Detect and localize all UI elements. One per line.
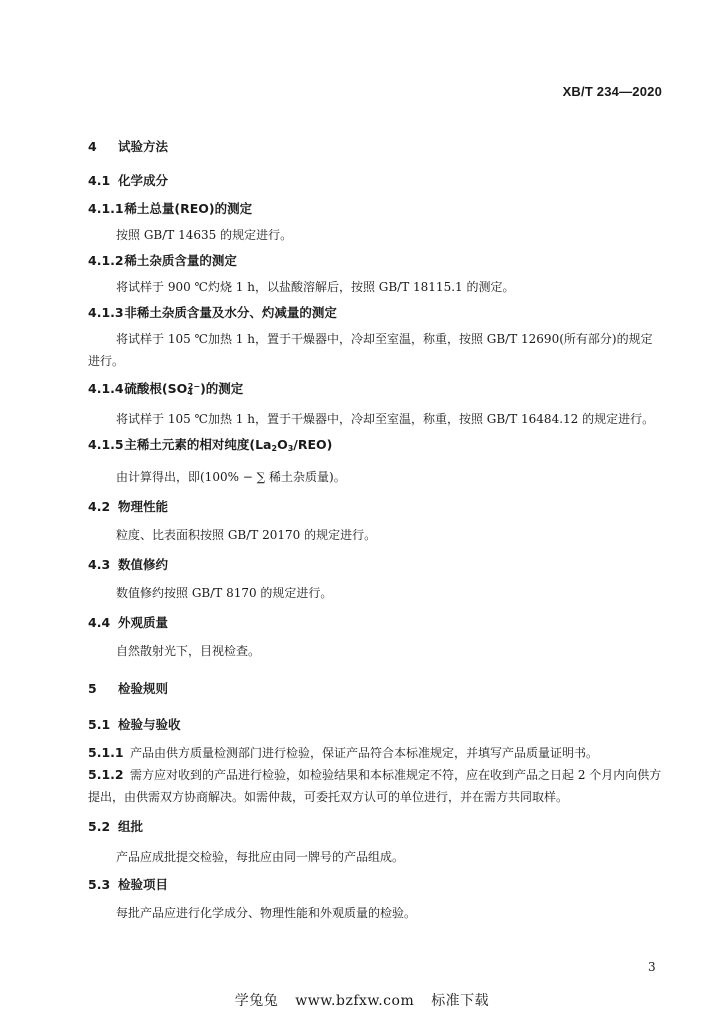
paragraph-4-1-1: 按照 GB/T 14635 的规定进行。 [116, 228, 293, 242]
heading-5-3: 5.3 检验项目 [88, 877, 169, 892]
heading-4: 4 试验方法 [88, 139, 169, 154]
heading-4-2: 4.2 物理性能 [88, 499, 169, 514]
heading-4-4: 4.4 外观质量 [88, 615, 169, 630]
heading-4-1-1: 4.1.1 稀土总量(REO)的测定 [88, 201, 253, 216]
heading-4-1-2: 4.1.2 稀土杂质含量的测定 [88, 253, 237, 268]
footer-tagline: 标准下载 [431, 993, 490, 1009]
paragraph-5-1-1: 5.1.1 产品由供方质量检测部门进行检验，保证产品符合本标准规定，并填写产品质量证明书。 [88, 745, 599, 760]
paragraph-4-1-4: 将试样于 105 ℃加热 1 h，置于干燥器中，冷却至室温，称重，按照 GB/T 16484.12 的规定进行。 [116, 412, 655, 426]
heading-4-1-3: 4.1.3 非稀土杂质含量及水分、灼减量的测定 [88, 305, 337, 320]
paragraph-4-3: 数值修约按照 GB/T 8170 的规定进行。 [116, 586, 333, 600]
heading-4-1-4: 4.1.4 硫酸根$(SO_4^{2-})$的测定 [88, 381, 244, 397]
footer-url[interactable]: www.bzfxw.com [295, 993, 415, 1009]
standard-code: XB/T 234—2020 [562, 84, 662, 99]
heading-4-1-5: 4.1.5 主稀土元素的相对纯度$(La_2O_3/REO)$ [88, 437, 333, 453]
paragraph-4-1-5: 由计算得出，即(100% − ∑ 稀土杂质量)。 [116, 470, 346, 484]
paragraph-4-2: 粒度、比表面积按照 GB/T 20170 的规定进行。 [116, 528, 377, 542]
heading-5: 5 检验规则 [88, 681, 169, 696]
page-number: 3 [648, 960, 656, 974]
paragraph-5-1-2: 5.1.2 需方应对收到的产品进行检验，如检验结果和本标准规定不符，应在收到产品之日起 2 个月内向供方提出，由供需双方协商解决。如需仲裁，可委托双方认可的单位进行，并在需方共同取样。 [88, 767, 662, 804]
heading-4-3: 4.3 数值修约 [88, 557, 169, 572]
paragraph-4-1-2: 将试样于 900 ℃灼烧 1 h，以盐酸溶解后，按照 GB/T 18115.1 的测定。 [116, 280, 515, 294]
footer-site: 学兔兔 [234, 993, 279, 1009]
paragraph-4-4: 自然散射光下，目视检查。 [116, 644, 261, 658]
heading-4-1: 4.1 化学成分 [88, 173, 169, 188]
heading-5-1: 5.1 检验与验收 [88, 717, 181, 732]
paragraph-5-2: 产品应成批提交检验，每批应由同一牌号的产品组成。 [116, 850, 405, 864]
heading-5-2: 5.2 组批 [88, 819, 144, 834]
footer-watermark [0, 990, 724, 1010]
page-content [88, 138, 664, 924]
paragraph-4-1-3: 将试样于 105 ℃加热 1 h，置于干燥器中，冷却至室温，称重，按照 GB/T 12690(所有部分)的规定进行。 [88, 332, 653, 368]
paragraph-5-3: 每批产品应进行化学成分、物理性能和外观质量的检验。 [116, 906, 417, 920]
